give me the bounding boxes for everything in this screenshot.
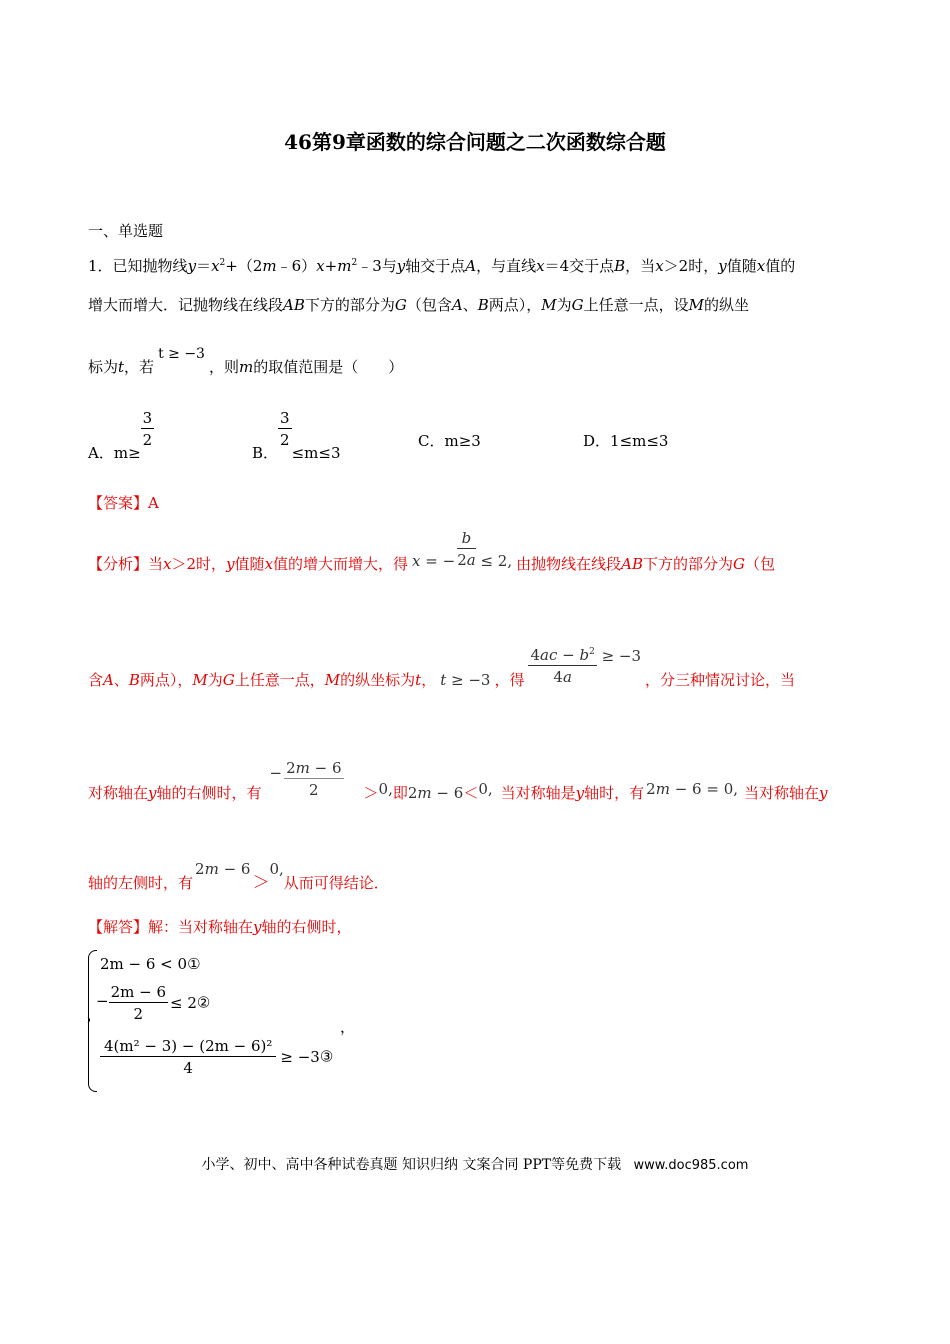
question-line-3: 标为t，若t ≥ −3，则m的取值范围是（ ）: [88, 346, 404, 376]
answer-line: 【答案】A: [88, 494, 159, 512]
system-comma: ，: [340, 1018, 356, 1036]
inequality-2: − $\frac{2m - 6}{2}$ ≤ 2②: [96, 983, 211, 1023]
footer-text: 小学、初中、高中各种试卷真题 知识归纳 文案合同 PPT等免费下载: [201, 1157, 622, 1173]
option-a[interactable]: A．m≥ $\frac{3}{2}$: [88, 409, 153, 462]
footer-url[interactable]: www.doc985.com: [633, 1158, 749, 1173]
analysis-line-3: 对称轴在y轴的右侧时，有− $\frac{2m - 6}{2}$ ＞0,即2m − 6＜0, 当对称轴是y轴时，有 2m − 6 = 0, 当对称轴在y: [88, 759, 828, 802]
system-brace-tip: [82, 1017, 90, 1023]
page-title: 46第9章函数的综合问题之二次函数综合题: [284, 130, 666, 154]
section-heading: 一、单选题: [88, 222, 164, 240]
question-line-1: 1．已知抛物线$y=x^2+(2m﹣6)x+m^2﹣3$与y轴交于点A，与直线x＝4交于点B，当x＞2时，y值随x值的: [88, 257, 796, 275]
option-b[interactable]: B． $\frac{3}{2}$ ≤m≤3: [252, 409, 341, 462]
page-footer: [0, 1154, 950, 1174]
condition-formula: t ≥ −3: [158, 346, 205, 362]
inequality-1: 2m − 6 < 0①: [100, 955, 201, 973]
question-line-2: 增大而增大．记抛物线在线段AB下方的部分为G（包含A、B两点），M为G上任意一点，设M的纵坐: [88, 296, 750, 314]
option-d[interactable]: D．1≤m≤3: [583, 432, 669, 450]
option-c[interactable]: C．m≥3: [418, 432, 481, 450]
analysis-line-2: 含A、B两点），M为G上任意一点，M的纵坐标为t， t ≥ −3 ，得 $\frac{4ac - b^2}{4a}$ ≥ −3，分三种情况讨论，当: [88, 646, 796, 689]
solution-line: 【解答】解：当对称轴在y轴的右侧时，: [88, 918, 352, 936]
analysis-line-1: 【分析】当x＞2时，y值随x值的增大而增大，得 x = − $\frac{b}{2a}$ ≤ 2, 由抛物线在线段AB下方的部分为G（包: [88, 529, 776, 573]
inequality-3: $\frac{\text{4(m² − 3) − (2m − 6)²}}{4}$ ≥ −3③: [100, 1036, 333, 1079]
analysis-line-4: 轴的左侧时，有2m − 6＞0,从而可得结论．: [88, 860, 389, 893]
